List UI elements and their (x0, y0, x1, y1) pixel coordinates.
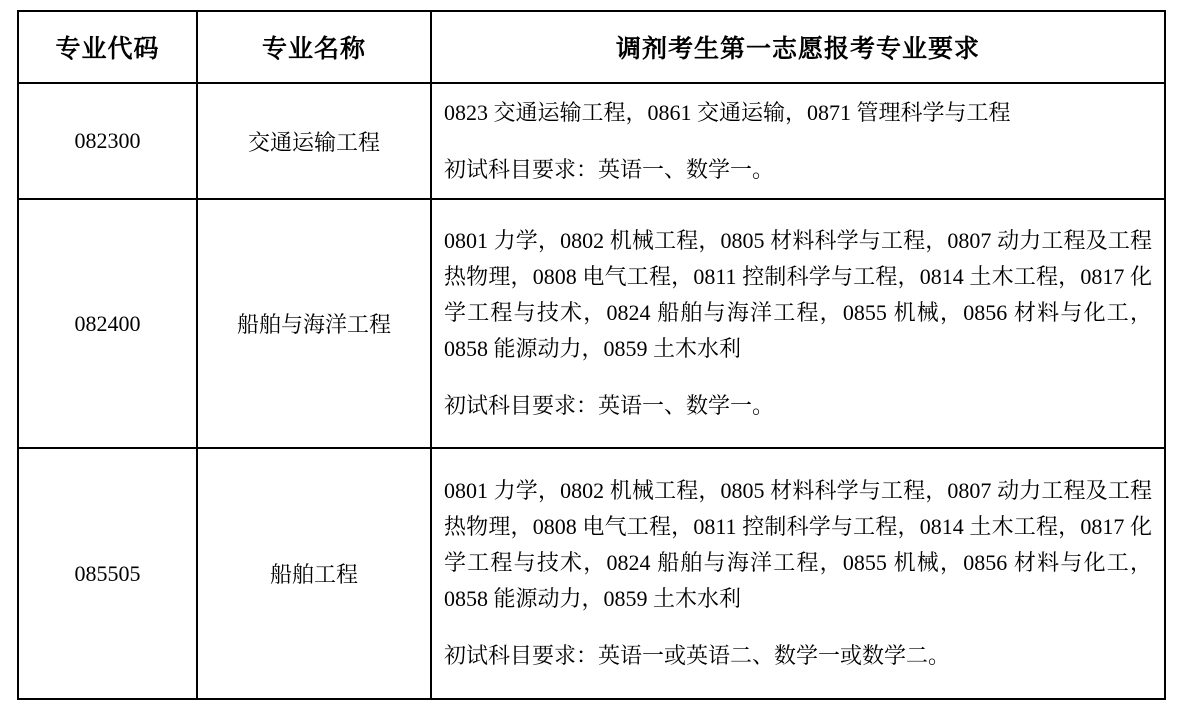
requirements-cell (431, 448, 1165, 699)
requirements-cell (431, 83, 1165, 199)
col-header-major-code: 专业代码 (18, 11, 197, 83)
major-code-cell: 082400 (18, 199, 197, 448)
exam-subjects-text: 初试科目要求：英语一或英语二、数学一或数学二。 (444, 643, 951, 668)
requirement-majors-text: 0801 力学，0802 机械工程，0805 材料科学与工程，0807 动力工程及工程热物理，0808 电气工程，0811 控制科学与工程，0814 土木工程，0817 化学工程与技术，0824 船舶与海洋工程，0855 机械，0856 材料与化工，0858 能源动力，0859 土木水利 (444, 228, 1152, 361)
exam-subjects-text: 初试科目要求：英语一、数学一。 (444, 156, 775, 182)
major-name-cell: 交通运输工程 (197, 83, 431, 199)
col-header-major-name: 专业名称 (197, 11, 431, 83)
major-code-cell: 085505 (18, 448, 197, 699)
major-code-cell: 082300 (18, 83, 197, 199)
requirements-cell (431, 199, 1165, 448)
major-name-cell: 船舶与海洋工程 (197, 199, 431, 448)
requirement-majors-text: 0823 交通运输工程，0861 交通运输，0871 管理科学与工程 (444, 99, 1011, 125)
major-transfer-requirements-table (17, 10, 1166, 700)
table-row (18, 199, 1165, 448)
table-row (18, 83, 1165, 199)
exam-subjects-text: 初试科目要求：英语一、数学一。 (444, 393, 775, 418)
col-header-requirements: 调剂考生第一志愿报考专业要求 (431, 11, 1165, 83)
table-header-row (18, 11, 1165, 83)
table-row (18, 448, 1165, 699)
requirement-majors-text: 0801 力学，0802 机械工程，0805 材料科学与工程，0807 动力工程及工程热物理，0808 电气工程，0811 控制科学与工程，0814 土木工程，0817 化学工程与技术，0824 船舶与海洋工程，0855 机械，0856 材料与化工，0858 能源动力，0859 土木水利 (444, 478, 1152, 611)
major-name-cell: 船舶工程 (197, 448, 431, 699)
